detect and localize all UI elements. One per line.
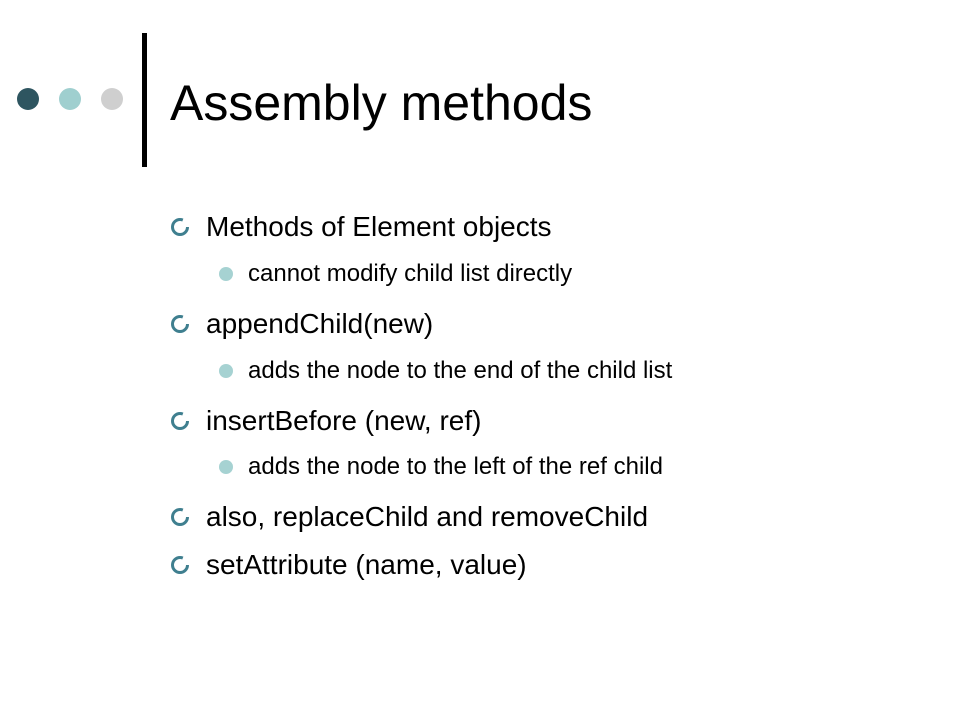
dot-gray — [101, 88, 123, 110]
sub-bullet-text: adds the node to the left of the ref child — [248, 453, 663, 480]
ring-bullet-icon — [170, 507, 190, 527]
sub-bullet-text: adds the node to the end of the child list — [248, 357, 673, 384]
bullet-text: Methods of Element objects — [206, 211, 552, 242]
bullet-text: setAttribute (name, value) — [206, 549, 527, 580]
dot-teal — [59, 88, 81, 110]
ring-bullet-icon — [170, 411, 190, 431]
bullet-text: insertBefore (new, ref) — [206, 405, 482, 436]
bullet-list — [170, 0, 930, 720]
dot-dark — [17, 88, 39, 110]
slide-title: Assembly methods — [170, 75, 593, 131]
bullet-text: also, replaceChild and removeChild — [206, 501, 649, 532]
decorative-dots — [17, 88, 127, 112]
ring-bullet-icon — [170, 217, 190, 237]
bullet-text: appendChild(new) — [206, 308, 434, 339]
ring-bullet-icon — [170, 314, 190, 334]
sub-bullet-text: cannot modify child list directly — [248, 260, 573, 287]
dot-bullet-icon — [219, 267, 233, 281]
dot-bullet-icon — [219, 364, 233, 378]
dot-bullet-icon — [219, 460, 233, 474]
title-divider — [142, 33, 147, 167]
ring-bullet-icon — [170, 555, 190, 575]
